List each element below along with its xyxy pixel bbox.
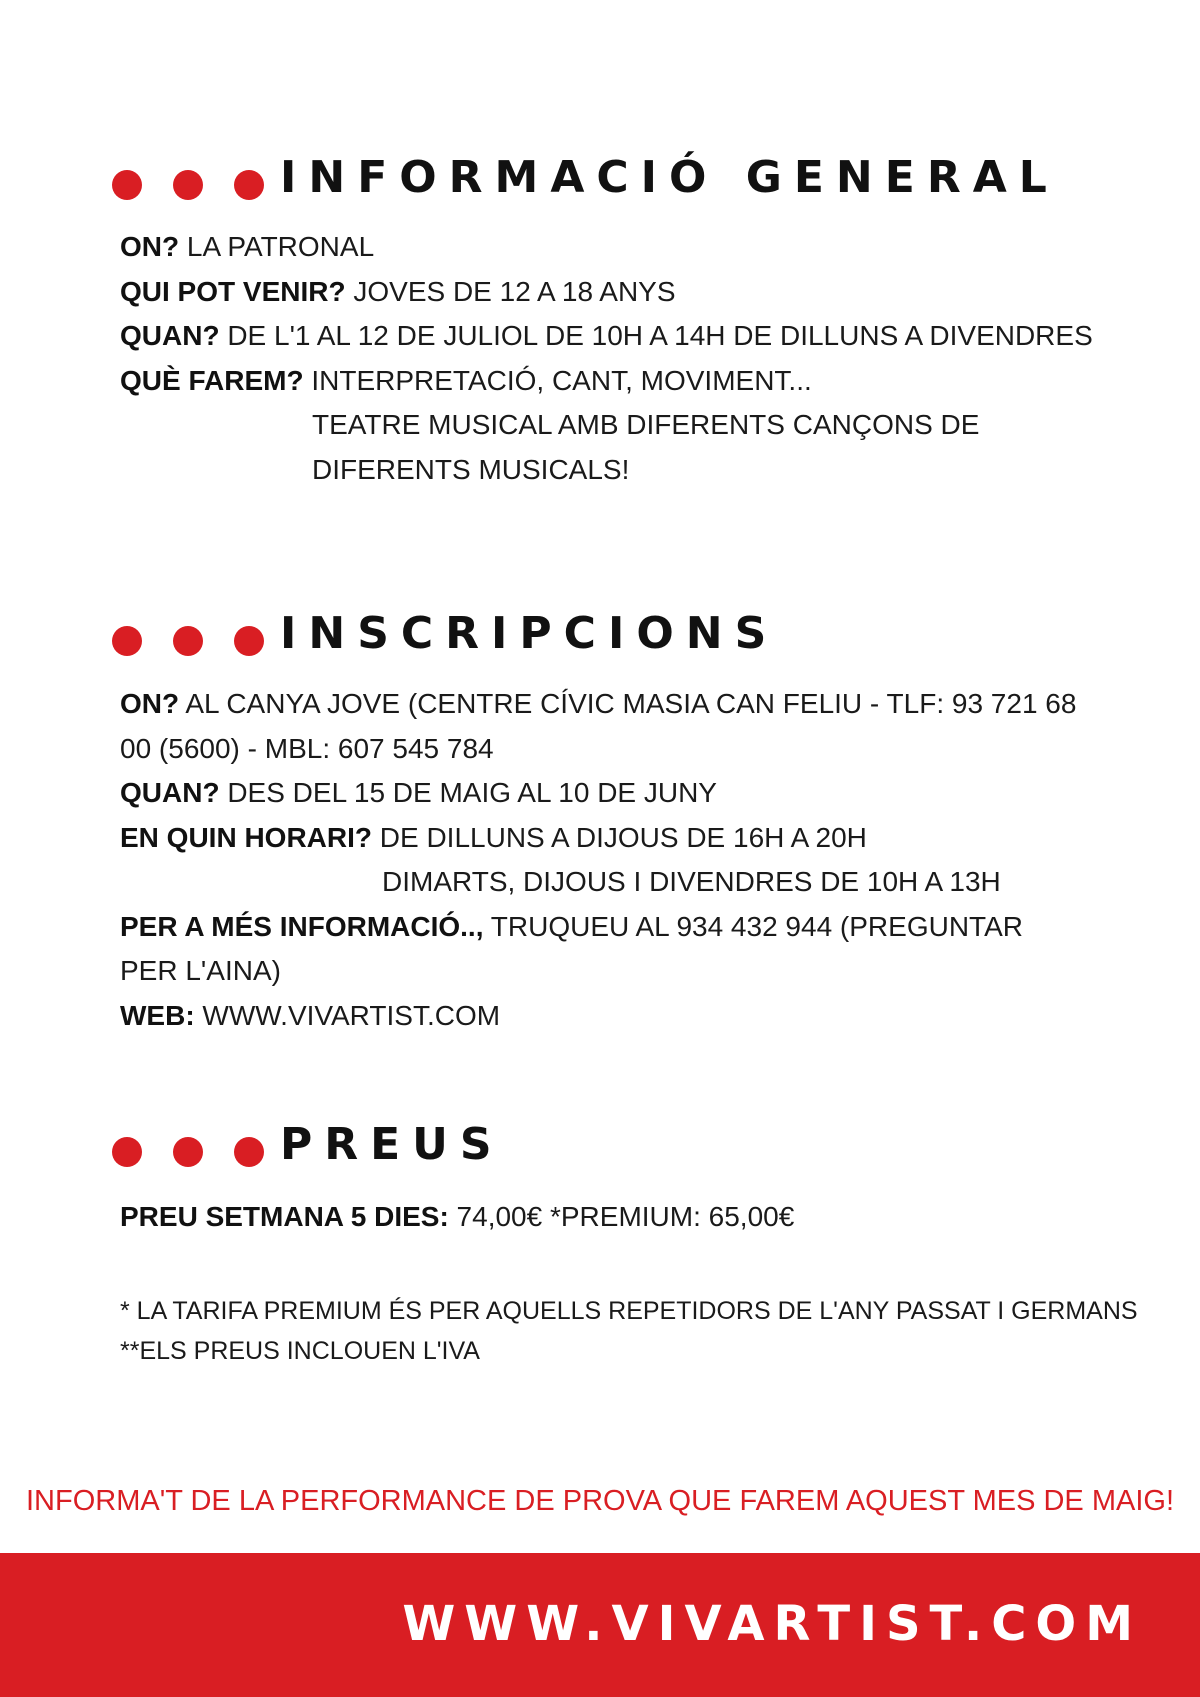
label: EN QUIN HORARI? xyxy=(120,821,372,853)
info-row-hours-cont: DIMARTS, DIJOUS I DIVENDRES DE 10H A 13H xyxy=(382,866,1001,897)
section-heading-general xyxy=(112,148,1059,208)
dot-icon xyxy=(173,170,203,200)
note: * LA TARIFA PREMIUM ÉS PER AQUELLS REPETIDORS DE L'ANY PASSAT I GERMANS xyxy=(120,1297,1138,1325)
section-title: INFORMACIÓ GENERAL xyxy=(280,152,1059,203)
dot-icon xyxy=(234,626,264,656)
dot-icon xyxy=(173,626,203,656)
label: WEB: xyxy=(120,999,195,1031)
info-row-what-cont: TEATRE MUSICAL AMB DIFERENTS CANÇONS DE xyxy=(312,409,980,440)
dot-icon xyxy=(112,626,142,656)
info-row-what xyxy=(120,359,1120,404)
dot-icon xyxy=(112,170,142,200)
value: TRUQUEU AL 934 432 944 (PREGUNTAR PER L'AINA) xyxy=(120,910,1023,986)
info-row-what-cont: DIFERENTS MUSICALS! xyxy=(312,453,630,485)
info-row-when xyxy=(120,771,1080,816)
value: INTERPRETACIÓ, CANT, MOVIMENT... xyxy=(303,364,812,396)
inscriptions-info xyxy=(120,682,1080,1038)
price-notes xyxy=(120,1291,1180,1371)
label: ON? xyxy=(120,231,180,262)
value: LA PATRONAL xyxy=(179,231,375,262)
info-row-hours xyxy=(120,816,1080,861)
dot-icon xyxy=(234,1137,264,1167)
value: JOVES DE 12 A 18 ANYS xyxy=(345,275,676,307)
section-heading-prices xyxy=(112,1115,504,1175)
dots-decoration xyxy=(112,170,280,200)
info-row-who xyxy=(120,270,1120,315)
section-title: INSCRIPCIONS xyxy=(280,608,779,659)
info-row-when xyxy=(120,314,1120,359)
info-row-web xyxy=(120,994,1080,1039)
value: AL CANYA JOVE (CENTRE CÍVIC MASIA CAN FELIU - TLF: 93 721 68 00 (5600) - MBL: 607 545 784 xyxy=(120,688,1077,764)
dots-decoration xyxy=(112,626,280,656)
price-row xyxy=(120,1195,1120,1240)
value: DES DEL 15 DE MAIG AL 10 DE JUNY xyxy=(219,777,717,808)
dot-icon xyxy=(234,170,264,200)
web-link[interactable]: WWW.VIVARTIST.COM xyxy=(194,999,501,1031)
prices-info xyxy=(120,1195,1120,1240)
label: QUAN? xyxy=(120,777,220,808)
promo-text: INFORMA'T DE LA PERFORMANCE DE PROVA QUE FAREM AQUEST MES DE MAIG! xyxy=(25,1485,1175,1517)
dots-decoration xyxy=(112,1137,280,1167)
dot-icon xyxy=(173,1137,203,1167)
value: DE L'1 AL 12 DE JULIOL DE 10H A 14H DE DILLUNS A DIVENDRES xyxy=(219,320,1093,351)
label: PER A MÉS INFORMACIÓ.., xyxy=(120,910,484,942)
label: QUAN? xyxy=(120,320,220,351)
general-info xyxy=(120,225,1120,492)
footer-url-link[interactable]: WWW.VIVARTIST.COM xyxy=(402,1596,1142,1652)
value: DE DILLUNS A DIJOUS DE 16H A 20H xyxy=(372,821,867,853)
info-row-more-info xyxy=(120,905,1080,994)
label: PREU SETMANA 5 DIES: xyxy=(120,1201,449,1232)
value: 74,00€ *PREMIUM: 65,00€ xyxy=(448,1201,795,1232)
label: QUI POT VENIR? xyxy=(120,275,346,307)
info-row-where xyxy=(120,682,1080,771)
info-row-where xyxy=(120,225,1120,270)
note: **ELS PREUS INCLOUEN L'IVA xyxy=(120,1337,480,1365)
section-title: PREUS xyxy=(280,1119,504,1170)
label: ON? xyxy=(120,688,180,719)
footer-banner xyxy=(0,1553,1200,1697)
dot-icon xyxy=(112,1137,142,1167)
label: QUÈ FAREM? xyxy=(120,364,304,396)
section-heading-inscriptions xyxy=(112,604,778,664)
